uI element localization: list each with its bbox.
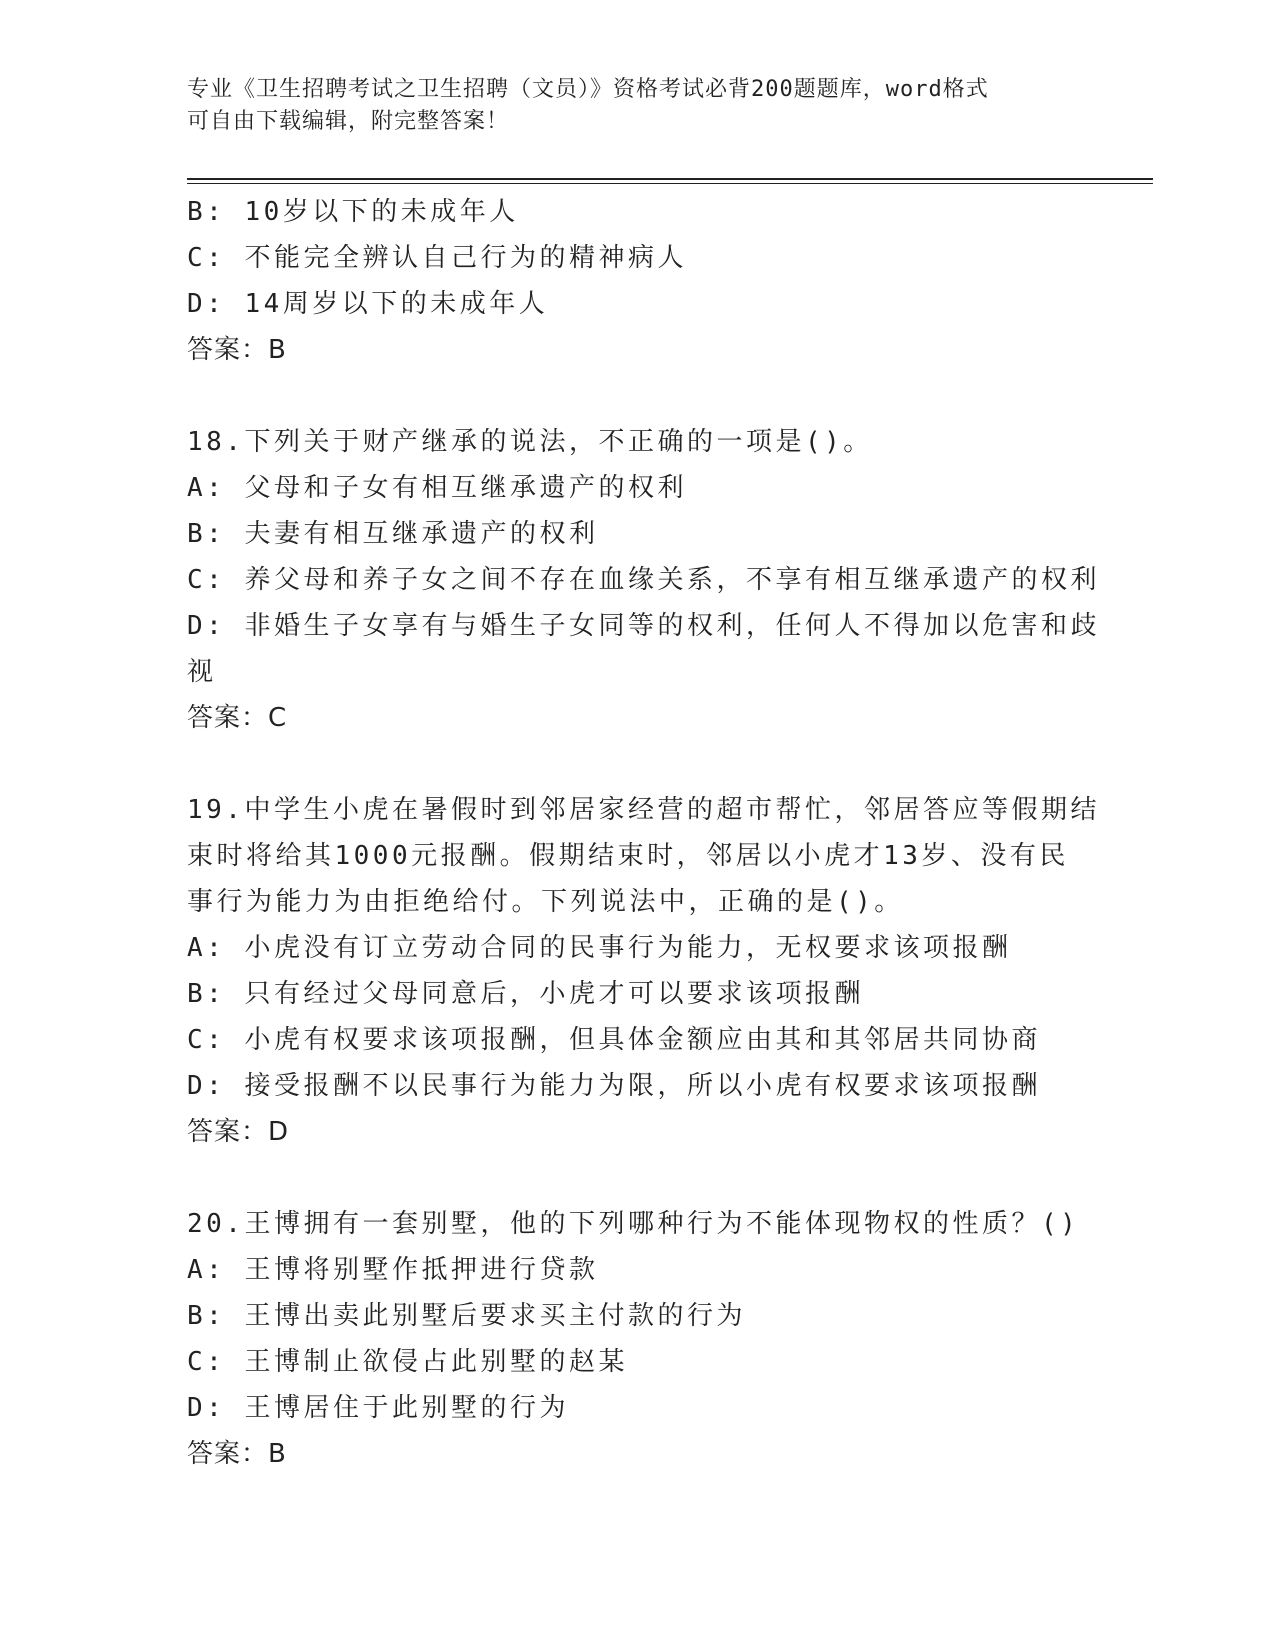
header-line-2: 可自由下载编辑，附完整答案！: [187, 109, 510, 134]
q17-option-d: D: 14周岁以下的未成年人: [187, 289, 549, 319]
q18-option-a: A: 父母和子女有相互继承遗产的权利: [187, 473, 687, 503]
question-20: [187, 1201, 1080, 1477]
q20-option-a: A: 王博将别墅作抵押进行贷款: [187, 1255, 599, 1285]
q20-answer: 答案：B: [187, 1439, 287, 1469]
q18-option-d-line-2: 视: [187, 657, 217, 687]
q19-option-b: B: 只有经过父母同意后，小虎才可以要求该项报酬: [187, 979, 864, 1009]
q20-option-c: C: 王博制止欲侵占此别墅的赵某: [187, 1347, 628, 1377]
question-content: [187, 189, 1100, 1477]
q18-answer: 答案：C: [187, 703, 288, 733]
q19-option-c: C: 小虎有权要求该项报酬，但具体金额应由其和其邻居共同协商: [187, 1025, 1041, 1055]
spacer: [187, 373, 1077, 419]
header-divider-thin: [187, 183, 1153, 184]
q17-option-c: C: 不能完全辨认自己行为的精神病人: [187, 243, 687, 273]
header-line-1: 专业《卫生招聘考试之卫生招聘（文员）》资格考试必背200题题库，word格式: [187, 77, 989, 102]
spacer: [187, 1155, 1077, 1201]
q17-option-b: B: 10岁以下的未成年人: [187, 197, 519, 227]
q20-option-b: B: 王博出卖此别墅后要求买主付款的行为: [187, 1301, 746, 1331]
question-17-continued: [187, 189, 1077, 373]
q20-option-d: D: 王博居住于此别墅的行为: [187, 1393, 569, 1423]
q20-stem: 20.王博拥有一套别墅，他的下列哪种行为不能体现物权的性质？(): [187, 1209, 1080, 1239]
q19-stem-line-2: 束时将给其1000元报酬。假期结束时，邻居以小虎才13岁、没有民: [187, 841, 1069, 871]
document-header: [187, 74, 1087, 138]
spacer: [187, 741, 1077, 787]
q19-option-d: D: 接受报酬不以民事行为能力为限，所以小虎有权要求该项报酬: [187, 1071, 1041, 1101]
q17-answer: 答案：B: [187, 335, 287, 365]
q19-stem-line-3: 事行为能力为由拒绝给付。下列说法中，正确的是()。: [187, 887, 904, 917]
question-19: [187, 787, 1100, 1155]
q18-option-d-line-1: D: 非婚生子女享有与婚生子女同等的权利，任何人不得加以危害和歧: [187, 611, 1100, 641]
question-18: [187, 419, 1100, 741]
header-divider-thick: [187, 178, 1153, 180]
q18-stem: 18.下列关于财产继承的说法，不正确的一项是()。: [187, 427, 873, 457]
q18-option-b: B: 夫妻有相互继承遗产的权利: [187, 519, 599, 549]
q19-answer: 答案：D: [187, 1117, 290, 1147]
q19-stem-line-1: 19.中学生小虎在暑假时到邻居家经营的超市帮忙，邻居答应等假期结: [187, 795, 1100, 825]
q19-option-a: A: 小虎没有订立劳动合同的民事行为能力，无权要求该项报酬: [187, 933, 1012, 963]
q18-option-c: C: 养父母和养子女之间不存在血缘关系，不享有相互继承遗产的权利: [187, 565, 1100, 595]
